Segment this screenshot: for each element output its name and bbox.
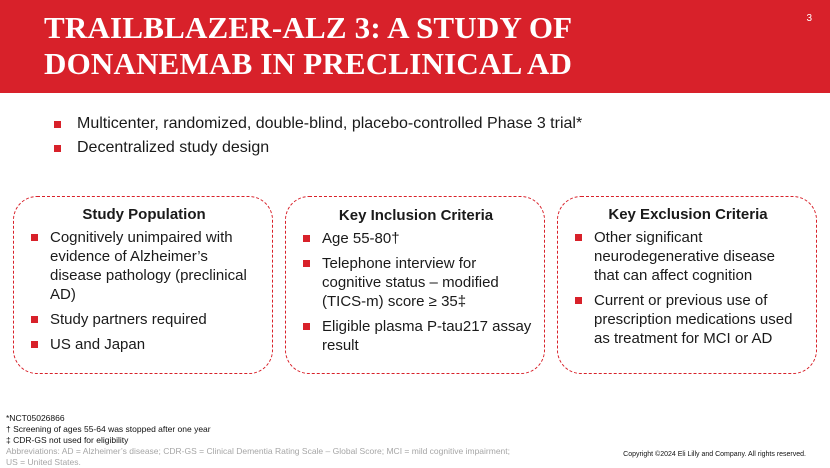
- card-bullet-text: Study partners required: [50, 311, 207, 328]
- card-bullet-text: Age 55-80†: [322, 230, 400, 247]
- card-heading: Key Inclusion Criteria: [338, 207, 494, 224]
- card-bullet-text: Other significant neurodegenerative disease that can affect cognition: [594, 229, 775, 284]
- inclusion-criteria-card: [285, 196, 545, 374]
- bullet-square-icon: [31, 316, 38, 323]
- abbreviations-line-1: Abbreviations: AD = Alzheimer’s disease; CDR-GS = Clinical Dementia Rating Scale – Global Score; MCI = mild cognitive impairment;: [6, 446, 510, 456]
- intro-bullet: [54, 136, 582, 160]
- slide-title-line-1: TRAILBLAZER-ALZ 3: A STUDY OF: [44, 10, 573, 45]
- bullet-square-icon: [54, 145, 61, 152]
- copyright-notice: Copyright ©2024 Eli Lilly and Company. All rights reserved.: [623, 451, 806, 458]
- bullet-square-icon: [575, 297, 582, 304]
- bullet-square-icon: [303, 323, 310, 330]
- study-population-card: [13, 196, 273, 374]
- bullet-square-icon: [303, 235, 310, 242]
- card-bullet: [572, 228, 804, 285]
- intro-bullet-text: Multicenter, randomized, double-blind, placebo-controlled Phase 3 trial*: [77, 115, 583, 132]
- footnote-nct: *NCT05026866: [6, 413, 65, 423]
- card-bullet: [300, 229, 532, 248]
- bullet-square-icon: [31, 341, 38, 348]
- card-bullet-text: Cognitively unimpaired with evidence of Alzheimer’s disease pathology (preclinical AD): [50, 229, 247, 303]
- intro-bullet: [54, 112, 582, 136]
- intro-bullet-text: Decentralized study design: [77, 139, 270, 156]
- bullet-square-icon: [303, 260, 310, 267]
- abbreviations-line-2: US = United States.: [6, 457, 81, 467]
- slide-title: [44, 10, 572, 82]
- intro-bullet-list: [54, 112, 582, 160]
- card-bullet-list: [28, 228, 260, 354]
- card-bullet-text: Current or previous use of prescription medications used as treatment for MCI or AD: [594, 292, 793, 347]
- card-heading: Key Exclusion Criteria: [608, 206, 768, 223]
- card-bullet-text: US and Japan: [50, 336, 146, 353]
- card-bullet: [572, 291, 804, 348]
- card-bullet-list: [300, 229, 532, 355]
- slide-title-line-2: DONANEMAB IN PRECLINICAL AD: [44, 46, 573, 81]
- bullet-square-icon: [575, 234, 582, 241]
- card-bullet: [28, 228, 260, 304]
- card-bullet: [28, 310, 260, 329]
- bullet-square-icon: [54, 121, 61, 128]
- card-bullet: [28, 335, 260, 354]
- card-bullet-text: Telephone interview for cognitive status – modified (TICS-m) score ≥ 35‡: [322, 255, 499, 310]
- exclusion-criteria-card: [557, 196, 817, 374]
- card-bullet-text: Eligible plasma P-tau217 assay result: [322, 318, 532, 354]
- card-bullet: [300, 317, 532, 355]
- footnotes: [6, 413, 510, 468]
- footnote-dagger: † Screening of ages 55-64 was stopped after one year: [6, 424, 211, 434]
- bullet-square-icon: [31, 234, 38, 241]
- slide-number: 3: [806, 13, 812, 24]
- title-banner: [0, 0, 830, 93]
- card-bullet: [300, 254, 532, 311]
- footnote-ddagger: ‡ CDR-GS not used for eligibility: [6, 435, 129, 445]
- card-bullet-list: [572, 228, 804, 348]
- card-heading: Study Population: [82, 206, 206, 223]
